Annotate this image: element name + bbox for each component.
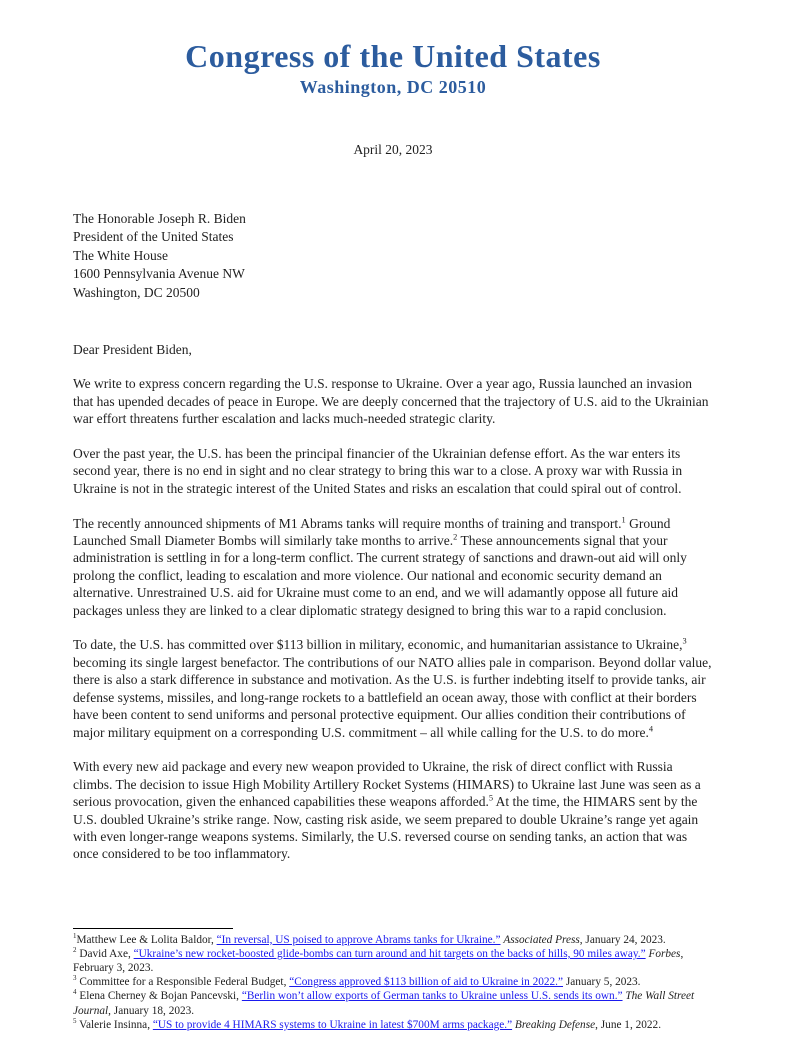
paragraph-text: To date, the U.S. has committed over $113 billion in military, economic, and humanitarian assistance to Ukraine, <box>73 637 683 653</box>
paragraph-text: At the time, the HIMARS sent by the U.S. doubled Ukraine’s strike range. Now, casting risk aside, we seem prepared to double Ukraine’s range yet again with even longer-range weapons systems. Similarly, the U.S. reversed course on sending tanks, an action that was once considered to be too inflammatory. <box>73 794 699 862</box>
footnote-marker-4: 4 <box>73 988 77 997</box>
paragraph-text: With every new aid package and every new weapon provided to Ukraine, the risk of direct conflict with Russia climbs. The decision to issue High Mobility Artillery Rocket Systems (HIMARS) to Ukraine last June was seen as a serious provocation, given the enhanced capabilities these weapons afforded. <box>73 759 701 810</box>
paragraph-text: Over the past year, the U.S. has been the principal financier of the Ukrainian defense effort. As the war enters its second year, there is no end in sight and no clear strategy to bring this war to a close. A proxy war with Russia in Ukraine is not in the strategic interest of the United States and risks an escalation that could spiral out of control. <box>73 446 683 496</box>
body-paragraph-4 <box>73 636 713 740</box>
footnote-marker-5: 5 <box>73 1017 77 1026</box>
body-paragraph-1 <box>73 375 713 427</box>
footnote-2 <box>73 947 713 975</box>
body-paragraph-2 <box>73 445 713 497</box>
footnote-ref-5: 5 <box>488 793 494 803</box>
footnote-date: , June 1, 2022. <box>595 1018 662 1031</box>
footnote-ref-4: 4 <box>648 724 654 733</box>
salutation: Dear President Biden, <box>73 342 192 358</box>
footnote-authors: David Axe, <box>76 947 134 960</box>
paragraph-text: The recently announced shipments of M1 Abrams tanks will require months of training and transport. <box>73 515 622 531</box>
footnote-marker-3: 3 <box>73 974 77 983</box>
footnote-marker-2: 2 <box>73 946 77 955</box>
footnote-authors: Valerie Insinna, <box>76 1018 153 1031</box>
footnote-marker-1: 1 <box>73 931 77 940</box>
footnote-authors: Elena Cherney & Bojan Pancevski, <box>76 990 242 1003</box>
footnote-ref-1: 1 <box>621 515 626 525</box>
footnote-authors: Matthew Lee & Lolita Baldor, <box>76 933 217 946</box>
footnote-source: Associated Press <box>503 933 580 946</box>
footnote-link-4[interactable]: “Berlin won’t allow exports of German tanks to Ukraine unless U.S. sends its own.” <box>241 990 623 1003</box>
letter-date: April 20, 2023 <box>353 142 433 157</box>
footnote-date: January 5, 2023. <box>563 976 641 989</box>
footnote-link-1[interactable]: “In reversal, US poised to approve Abrams tanks for Ukraine.” <box>216 933 501 946</box>
footnote-1 <box>73 933 713 947</box>
paragraph-text: These announcements signal that your administration is settling in for a long-term conflict. The current strategy of sanctions and drawn-out aid will only prolong the conflict, leading to escalation and more violence. Our national and economic security demand an alternative. Unrestrained U.S. aid for Ukraine must come to an end, and we will adamantly oppose all future aid packages unless they are linked to a clear diplomatic strategy designed to bring this war to a rapid conclusion. <box>73 533 687 618</box>
recipient-address <box>73 210 713 302</box>
footnote-authors: Committee for a Responsible Federal Budget, <box>76 976 290 989</box>
footnote-link-2[interactable]: “Ukraine’s new rocket-boosted glide-bombs can turn around and hit targets on the backs of hills, 90 miles away.” <box>133 947 646 960</box>
footnote-source: The Wall Street Journal <box>73 990 695 1017</box>
body-paragraph-3 <box>73 515 713 619</box>
paragraph-text: We write to express concern regarding the U.S. response to Ukraine. Over a year ago, Russia launched an invasion that has upended decades of peace in Europe. We are deeply concerned that the trajectory of U.S. aid to the Ukrainian war effort threatens further escalation and lacks much-needed strategic clarity. <box>73 376 709 427</box>
footnote-3 <box>73 975 713 989</box>
footnote-4 <box>73 989 713 1017</box>
recipient-building: The White House <box>73 247 168 263</box>
letterhead <box>73 38 713 98</box>
recipient-title: President of the United States <box>73 229 234 245</box>
footnote-source: Breaking Defense <box>514 1018 596 1031</box>
footnote-date: , January 24, 2023. <box>579 933 666 946</box>
letterhead-title: Congress of the United States <box>185 38 601 74</box>
footnote-link-3[interactable]: “Congress approved $113 billion of aid to Ukraine in 2022.” <box>289 976 564 989</box>
recipient-city: Washington, DC 20500 <box>73 284 200 300</box>
recipient-street: 1600 Pennsylvania Avenue NW <box>73 266 245 282</box>
footnote-link-5[interactable]: “US to provide 4 HIMARS systems to Ukraine in latest $700M arms package.” <box>152 1018 513 1031</box>
footnote-5 <box>73 1018 713 1032</box>
footnotes-section <box>73 928 713 1032</box>
letterhead-subtitle: Washington, DC 20510 <box>299 77 487 97</box>
paragraph-text: Ground Launched Small Diameter Bombs will similarly take months to arrive. <box>73 515 671 549</box>
footnote-separator <box>73 928 233 929</box>
recipient-name: The Honorable Joseph R. Biden <box>73 211 246 226</box>
body-paragraph-5 <box>73 758 713 862</box>
paragraph-text: becoming its single largest benefactor. The contributions of our NATO allies pale in comparison. Beyond dollar value, there is also a stark difference in substance and motivation. As the U.S. is further indebting itself to provide tanks, air defense systems, missiles, and long-range rockets to a battlefield an ocean away, those with conflict at their borders have been content to send uniforms and personal protective equipment. Our allies condition their contributions of major military equipment on a corresponding U.S. commitment – all while calling for the U.S. to do more. <box>73 654 712 740</box>
footnote-date: , February 3, 2023. <box>73 947 684 974</box>
footnote-ref-3: 3 <box>682 636 687 646</box>
footnote-source: Forbes <box>648 947 681 960</box>
footnote-date: , January 18, 2023. <box>108 1004 195 1017</box>
footnote-ref-2: 2 <box>453 532 458 542</box>
